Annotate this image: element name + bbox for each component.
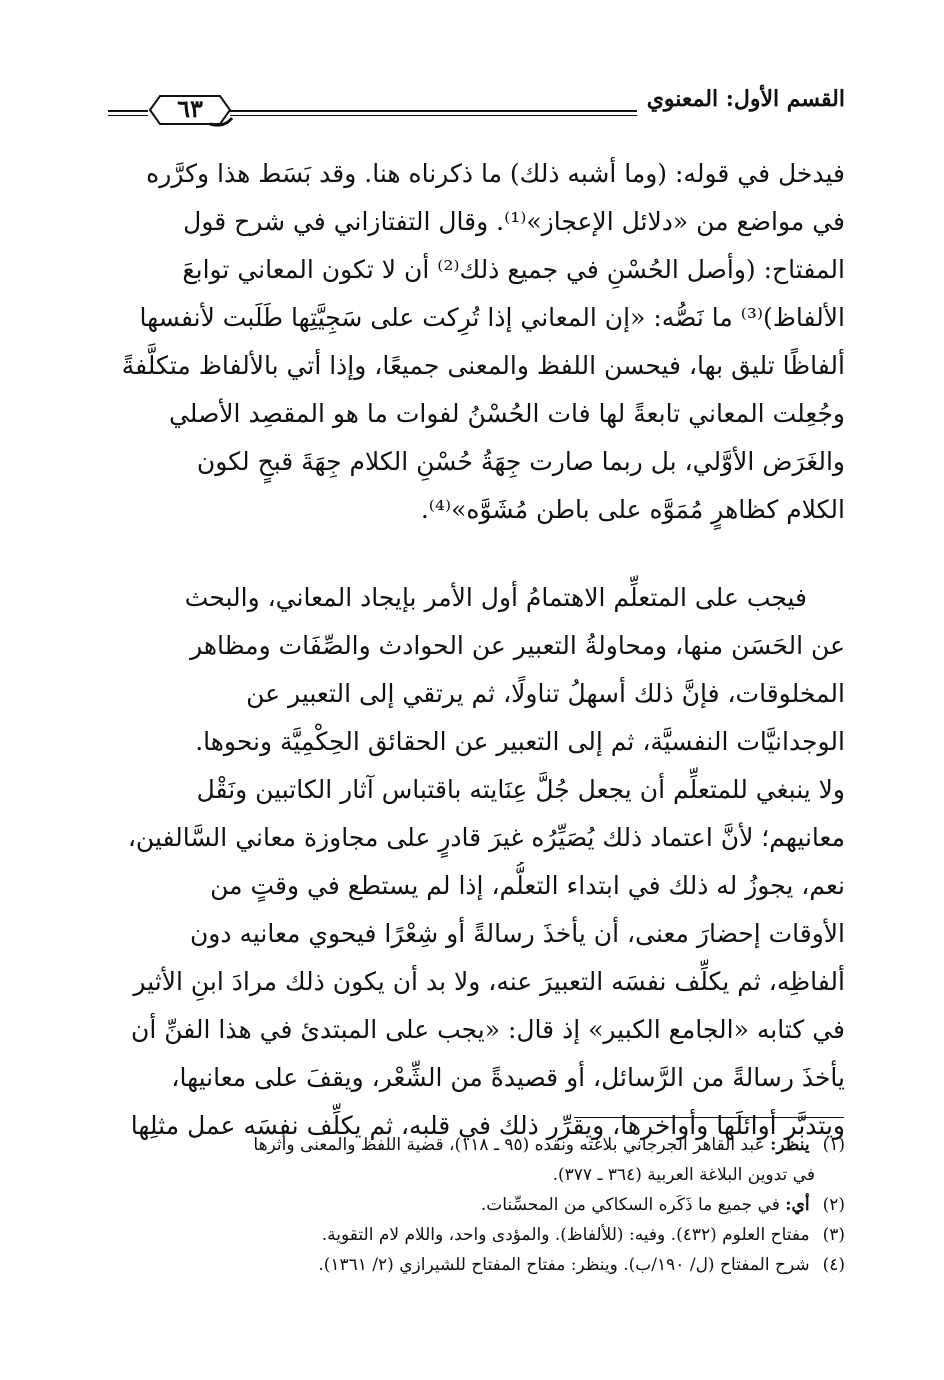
text-line: الكلام كظاهرٍ مُمَوَّه على باطن مُشَوَّه»⁽⁴⁾. — [420, 495, 845, 524]
text-line: يأخذَ رسالةً من الرَّسائل، أو قصيدةً من الشِّعْر، ويقفَ على معانيها، — [171, 1063, 845, 1092]
text-line: ويتدبَّر أوائلَها وأواخرها، ويقرِّر ذلك في قلبه، ثم يكلِّف نفسَه عمل مثلِها — [130, 1111, 845, 1140]
text-line: في مواضع من «دلائل الإعجاز»⁽¹⁾. وقال التفتازاني في شرح قول — [183, 207, 845, 236]
page-number-badge — [144, 88, 236, 132]
footnote-3 — [100, 1220, 845, 1250]
footnote-2 — [100, 1190, 845, 1220]
footnote-1-continued — [100, 1160, 845, 1190]
body-text — [100, 150, 845, 1150]
footnote-number: (٤) — [822, 1255, 845, 1275]
section-title: القسم الأول: المعنوي — [646, 86, 845, 112]
text-line: في كتابه «الجامع الكبير» إذ قال: «يجب على المبتدئ في هذا الفنِّ أن — [130, 1015, 845, 1044]
footnote-4 — [100, 1250, 845, 1280]
text-line: ألفاظًا تليق بها، فيحسن اللفظ والمعنى جميعًا، وإذا أتي بالألفاظ متكلَّفةً — [121, 351, 845, 380]
footnote-text: في جميع ما ذَكَره السكاكي من المحسِّنات. — [480, 1195, 786, 1215]
page-header — [100, 72, 845, 124]
text-line: معانيهم؛ لأنَّ اعتماد ذلك يُصَيِّرُه غيرَ قادرٍ على مجاوزة معاني السَّالفين، — [127, 823, 845, 852]
footnote-text: عبد القاهر الجرجاني بلاغته ونقده (٩٥ ـ ١١٨)، قضية اللفظ والمعنى وأثرها — [253, 1135, 771, 1155]
text-line: نعم، يجوزُ له ذلك في ابتداء التعلُّم، إذا لم يستطع في وقتٍ من — [210, 871, 845, 900]
header-rule — [230, 110, 637, 116]
text-line: الأوقات إحضارَ معنى، أن يأخذَ رسالةً أو شِعْرًا فيحوي معانيه دون — [189, 919, 845, 948]
text-line: والغَرَض الأوَّلي، بل ربما صارت جِهَةُ حُسْنِ الكلام جِهَةَ قبحٍ لكون — [196, 447, 845, 476]
header-rule-left — [108, 110, 148, 116]
text-line: المفتاح: (وأصل الحُسْنِ في جميع ذلك⁽²⁾ أن لا تكون المعاني توابعَ — [182, 255, 845, 284]
footnote-text: مفتاح العلوم (٤٣٢). وفيه: (للألفاظ). والمؤدى واحد، واللام لام التقوية. — [321, 1225, 810, 1245]
text-line: عن الحَسَن منها، ومحاولةُ التعبير عن الحوادث والصِّفَات ومظاهر — [190, 631, 845, 660]
text-line: المخلوقات، فإنَّ ذلك أسهلُ تناولًا، ثم يرتقي إلى التعبير عن — [246, 679, 845, 708]
text-line: ولا ينبغي للمتعلِّم أن يجعل جُلَّ عِنَايته باقتباس آثار الكاتبين ونَقْل — [196, 775, 845, 804]
footnote-text: في تدوين البلاغة العربية (٣٦٤ ـ ٣٧٧). — [552, 1165, 815, 1185]
footnote-1 — [100, 1130, 845, 1160]
footnote-lead: أي: — [785, 1195, 810, 1215]
text-line: فيجب على المتعلِّم الاهتمامُ أول الأمر بإيجاد المعاني، والبحث — [184, 583, 807, 612]
footnote-number: (٣) — [822, 1225, 845, 1245]
footnote-text: شرح المفتاح (ل/ ١٩٠/ب). وينظر: مفتاح المفتاح للشيرازي (٢/ ١٣٦١). — [318, 1255, 810, 1275]
text-line: الألفاظ)⁽³⁾ ما نَصُّه: «إن المعاني إذا تُرِكت على سَجِيَّتِها طَلَبت لأنفسها — [139, 303, 845, 332]
footnote-number: (٢) — [822, 1195, 845, 1215]
text-line: ألفاظِه، ثم يكلِّف نفسَه التعبيرَ عنه، ولا بد أن يكون ذلك مرادَ ابنِ الأثير — [133, 967, 845, 996]
page-number: ٦٣ — [177, 94, 203, 123]
text-line: فيدخل في قوله: (وما أشبه ذلك) ما ذكرناه هنا. وقد بَسَط هذا وكرَّره — [146, 159, 845, 188]
text-line: وجُعِلت المعاني تابعةً لها فات الحُسْنُ لفوات ما هو المقصِد الأصلي — [168, 399, 845, 428]
paragraph-gap — [100, 534, 845, 574]
text-line: الوجدانيَّات النفسيَّة، ثم إلى التعبير عن الحقائق الحِكْمِيَّة ونحوها. — [195, 727, 845, 756]
footnote-separator — [574, 1117, 844, 1118]
footnote-lead: ينظر: — [770, 1135, 810, 1155]
footnotes — [100, 1130, 845, 1280]
footnote-number: (١) — [822, 1135, 845, 1155]
